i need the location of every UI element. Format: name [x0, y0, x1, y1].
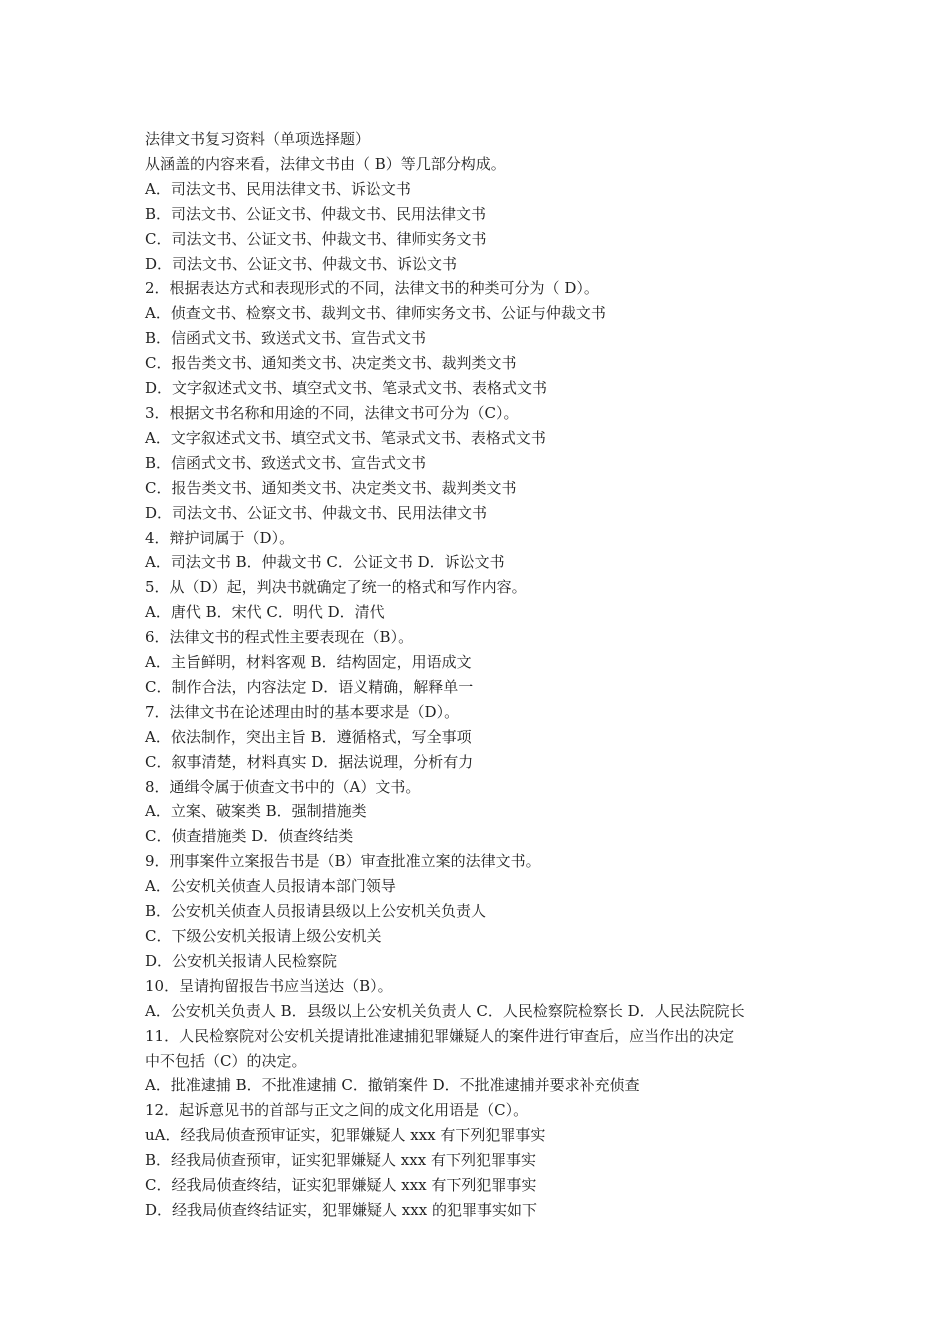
question-line: 从涵盖的内容来看，法律文书由（ B）等几部分构成。	[145, 154, 506, 173]
document-title: 法律文书复习资料（单项选择题）	[145, 130, 371, 148]
question-line: 8．通缉令属于侦查文书中的（A）文书。	[145, 777, 421, 796]
option-line: C．报告类文书、通知类文书、决定类文书、裁判类文书	[145, 478, 517, 497]
question-line: 12．起诉意见书的首部与正文之间的成文化用语是（C）。	[145, 1101, 529, 1120]
question-line: 6．法律文书的程式性主要表现在（B）。	[145, 628, 414, 647]
option-line: B．经我局侦查预审，证实犯罪嫌疑人 xxx 有下列犯罪事实	[145, 1151, 536, 1170]
option-line: C．司法文书、公证文书、仲裁文书、律师实务文书	[145, 229, 487, 248]
option-line: C．制作合法，内容法定 D．语义精确，解释单一	[145, 677, 474, 696]
question-line: 10．呈请拘留报告书应当送达（B）。	[145, 976, 393, 995]
option-line: A．侦查文书、检察文书、裁判文书、律师实务文书、公证与仲裁文书	[145, 304, 606, 323]
option-line: A．公安机关侦查人员报请本部门领导	[145, 877, 396, 896]
option-line: D．司法文书、公证文书、仲裁文书、民用法律文书	[145, 503, 488, 522]
question-line: 5．从（D）起，判决书就确定了统一的格式和写作内容。	[145, 578, 527, 597]
question-line: 11．人民检察院对公安机关提请批准逮捕犯罪嫌疑人的案件进行审查后，应当作出的决定	[145, 1026, 735, 1045]
option-line: A．文字叙述式文书、填空式文书、笔录式文书、表格式文书	[145, 428, 546, 447]
question-line-continued: 中不包括（C）的决定。	[145, 1051, 307, 1070]
option-line: A．主旨鲜明，材料客观 B．结构固定，用语成文	[145, 653, 472, 672]
question-line: 2．根据表达方式和表现形式的不同，法律文书的种类可分为（ D）。	[145, 279, 599, 298]
option-line: C．叙事清楚，材料真实 D．据法说理，分析有力	[145, 752, 474, 771]
option-line: A．公安机关负责人 B．县级以上公安机关负责人 C．人民检察院检察长 D．人民法院院长	[145, 1001, 745, 1020]
option-line: A．立案、破案类 B．强制措施类	[145, 802, 367, 821]
option-line: D．司法文书、公证文书、仲裁文书、诉讼文书	[145, 254, 458, 273]
option-line: A．批准逮捕 B．不批准逮捕 C．撤销案件 D．不批准逮捕并要求补充侦查	[145, 1076, 640, 1095]
question-line: 4．辩护词属于（D）。	[145, 528, 295, 547]
option-line: B．司法文书、公证文书、仲裁文书、民用法律文书	[145, 204, 487, 223]
option-line: D．经我局侦查终结证实，犯罪嫌疑人 xxx 的犯罪事实如下	[145, 1200, 537, 1219]
option-line: A．司法文书、民用法律文书、诉讼文书	[145, 179, 411, 198]
option-line: uA．经我局侦查预审证实，犯罪嫌疑人 xxx 有下列犯罪事实	[145, 1126, 546, 1145]
option-line: A．依法制作，突出主旨 B．遵循格式，写全事项	[145, 727, 472, 746]
option-line: C．侦查措施类 D．侦查终结类	[145, 827, 354, 846]
question-line: 7．法律文书在论述理由时的基本要求是（D）。	[145, 702, 460, 721]
option-line: B．信函式文书、致送式文书、宣告式文书	[145, 329, 427, 348]
option-line: D．文字叙述式文书、填空式文书、笔录式文书、表格式文书	[145, 379, 548, 398]
question-line: 9．刑事案件立案报告书是（B）审查批准立案的法律文书。	[145, 852, 541, 871]
option-line: B．信函式文书、致送式文书、宣告式文书	[145, 453, 427, 472]
question-line: 3．根据文书名称和用途的不同，法律文书可分为（C）。	[145, 403, 519, 422]
option-line: B．公安机关侦查人员报请县级以上公安机关负责人	[145, 902, 487, 921]
option-line: C．下级公安机关报请上级公安机关	[145, 927, 382, 945]
option-line: A．司法文书 B．仲裁文书 C．公证文书 D．诉讼文书	[145, 553, 505, 572]
document-body	[145, 127, 825, 1223]
option-line: A．唐代 B．宋代 C．明代 D．清代	[145, 603, 385, 622]
option-line: C．报告类文书、通知类文书、决定类文书、裁判类文书	[145, 354, 517, 373]
option-line: D．公安机关报请人民检察院	[145, 951, 338, 970]
option-line: C．经我局侦查终结，证实犯罪嫌疑人 xxx 有下列犯罪事实	[145, 1176, 537, 1195]
